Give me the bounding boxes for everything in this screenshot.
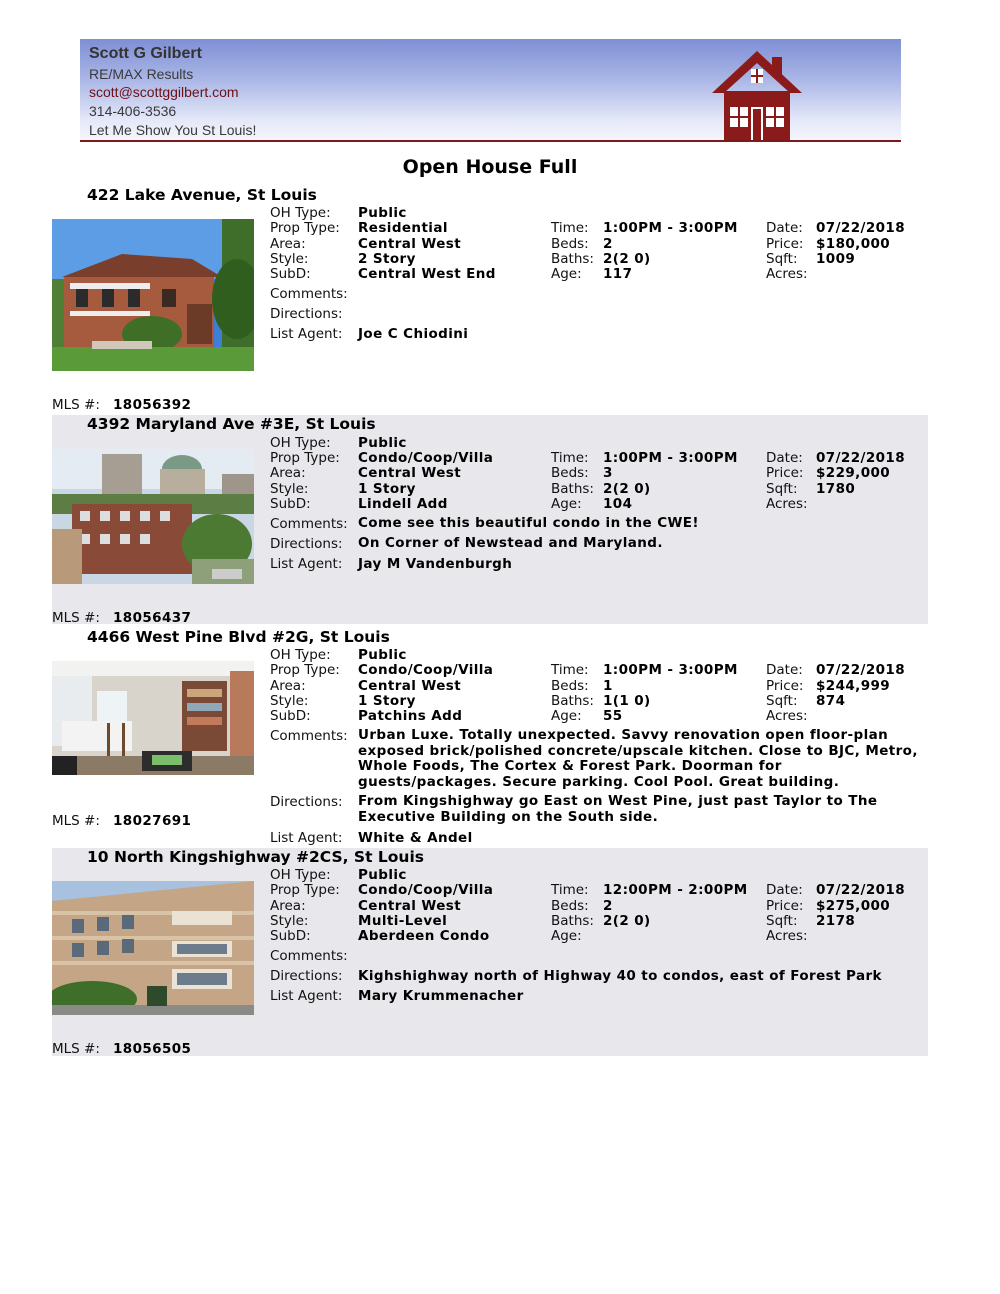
agent-email-link[interactable]: scott@scottggilbert.com [89,84,239,100]
date-value: 07/22/2018 [816,662,906,678]
time-value: 1:00PM - 3:00PM [603,662,738,678]
listing-card [52,628,928,846]
sqft-label: Sqft: [766,693,798,709]
mls-label: MLS #: [52,813,100,829]
comments-value: Urban Luxe. Totally unexpected. Savvy renovation open floor-plan exposed brick/polished concrete/upscale kitchen. Close to BJC, Metro, Whole Foods, The Cortex & Forest Park. Doorman for guests/packages. Secure parking. Cool Pool. Great building. [358,727,918,790]
directions-label: Directions: [270,536,343,552]
area-value: Central West [358,898,462,914]
oh-type-value: Public [358,435,407,451]
subd-value: Aberdeen Condo [358,928,490,944]
baths-label: Baths: [551,481,594,497]
beds-value: 2 [603,236,613,252]
agent-banner [80,39,901,142]
page-title: Open House Full [402,156,578,178]
date-label: Date: [766,662,803,678]
beds-value: 2 [603,898,613,914]
acres-label: Acres: [766,266,808,282]
house-logo-icon [710,49,804,140]
beds-label: Beds: [551,236,589,252]
listing-address: 422 Lake Avenue, St Louis [87,186,317,204]
listing-card [52,848,928,1056]
directions-value: Kighshighway north of Highway 40 to condos, east of Forest Park [358,968,882,984]
age-value: 117 [603,266,633,282]
price-value: $275,000 [816,898,891,914]
style-value: 1 Story [358,693,416,709]
agent-phone: 314-406-3536 [89,103,177,119]
listing-card [52,186,928,414]
listing-address: 4392 Maryland Ave #3E, St Louis [87,415,376,433]
price-value: $244,999 [816,678,891,694]
comments-label: Comments: [270,286,348,302]
directions-label: Directions: [270,968,343,984]
age-value: 55 [603,708,623,724]
subd-value: Central West End [358,266,496,282]
oh-type-label: OH Type: [270,867,331,883]
area-value: Central West [358,236,462,252]
area-label: Area: [270,465,306,481]
subd-label: SubD: [270,496,311,512]
time-value: 12:00PM - 2:00PM [603,882,748,898]
area-label: Area: [270,678,306,694]
comments-label: Comments: [270,948,348,964]
acres-label: Acres: [766,708,808,724]
mls-label: MLS #: [52,397,100,413]
sqft-value: 874 [816,693,846,709]
subd-value: Lindell Add [358,496,448,512]
listing-photo[interactable] [52,449,254,584]
baths-value: 2(2 0) [603,251,651,267]
style-value: 1 Story [358,481,416,497]
list-agent-value: Jay M Vandenburgh [358,556,513,572]
price-label: Price: [766,465,804,481]
subd-value: Patchins Add [358,708,463,724]
directions-label: Directions: [270,306,343,322]
date-label: Date: [766,220,803,236]
prop-type-value: Condo/Coop/Villa [358,882,494,898]
style-label: Style: [270,913,309,929]
oh-type-value: Public [358,205,407,221]
listing-address: 10 North Kingshighway #2CS, St Louis [87,848,424,866]
baths-label: Baths: [551,693,594,709]
oh-type-label: OH Type: [270,647,331,663]
subd-label: SubD: [270,708,311,724]
date-value: 07/22/2018 [816,220,906,236]
agent-tagline: Let Me Show You St Louis! [89,122,257,138]
age-label: Age: [551,496,582,512]
baths-label: Baths: [551,913,594,929]
acres-label: Acres: [766,928,808,944]
list-agent-label: List Agent: [270,988,343,1004]
prop-type-label: Prop Type: [270,662,340,678]
price-value: $229,000 [816,465,891,481]
area-value: Central West [358,465,462,481]
listing-address: 4466 West Pine Blvd #2G, St Louis [87,628,390,646]
area-value: Central West [358,678,462,694]
date-value: 07/22/2018 [816,882,906,898]
sqft-value: 1780 [816,481,856,497]
list-agent-value: Joe C Chiodini [358,326,469,342]
mls-value: 18056392 [113,397,192,413]
oh-type-label: OH Type: [270,205,331,221]
mls-label: MLS #: [52,1041,100,1057]
prop-type-value: Residential [358,220,448,236]
beds-label: Beds: [551,465,589,481]
age-label: Age: [551,266,582,282]
mls-value: 18056505 [113,1041,192,1057]
price-label: Price: [766,236,804,252]
sqft-label: Sqft: [766,481,798,497]
list-agent-label: List Agent: [270,556,343,572]
agent-company: RE/MAX Results [89,66,194,82]
prop-type-value: Condo/Coop/Villa [358,450,494,466]
baths-value: 2(2 0) [603,481,651,497]
sqft-value: 1009 [816,251,856,267]
baths-value: 2(2 0) [603,913,651,929]
time-label: Time: [551,450,589,466]
sqft-label: Sqft: [766,251,798,267]
mls-value: 18027691 [113,813,192,829]
style-value: 2 Story [358,251,416,267]
prop-type-value: Condo/Coop/Villa [358,662,494,678]
baths-value: 1(1 0) [603,693,651,709]
prop-type-label: Prop Type: [270,450,340,466]
list-agent-value: Mary Krummenacher [358,988,524,1004]
oh-type-value: Public [358,867,407,883]
subd-label: SubD: [270,928,311,944]
listing-photo[interactable] [52,881,254,1015]
oh-type-label: OH Type: [270,435,331,451]
mls-value: 18056437 [113,610,192,626]
beds-value: 1 [603,678,613,694]
style-label: Style: [270,251,309,267]
date-label: Date: [766,450,803,466]
directions-label: Directions: [270,794,343,810]
beds-value: 3 [603,465,613,481]
age-label: Age: [551,928,582,944]
comments-value: Come see this beautiful condo in the CWE! [358,515,699,531]
price-value: $180,000 [816,236,891,252]
age-label: Age: [551,708,582,724]
acres-label: Acres: [766,496,808,512]
style-label: Style: [270,481,309,497]
sqft-value: 2178 [816,913,856,929]
time-value: 1:00PM - 3:00PM [603,220,738,236]
prop-type-label: Prop Type: [270,882,340,898]
price-label: Price: [766,678,804,694]
baths-label: Baths: [551,251,594,267]
comments-label: Comments: [270,728,348,744]
price-label: Price: [766,898,804,914]
oh-type-value: Public [358,647,407,663]
sqft-label: Sqft: [766,913,798,929]
time-label: Time: [551,220,589,236]
listing-photo[interactable] [52,661,254,775]
beds-label: Beds: [551,898,589,914]
listing-card [52,415,928,624]
mls-label: MLS #: [52,610,100,626]
directions-value: On Corner of Newstead and Maryland. [358,535,663,551]
area-label: Area: [270,898,306,914]
listing-photo[interactable] [52,219,254,371]
list-agent-value: White & Andel [358,830,473,846]
time-value: 1:00PM - 3:00PM [603,450,738,466]
age-value: 104 [603,496,633,512]
list-agent-label: List Agent: [270,326,343,342]
style-value: Multi-Level [358,913,448,929]
area-label: Area: [270,236,306,252]
list-agent-label: List Agent: [270,830,343,846]
beds-label: Beds: [551,678,589,694]
style-label: Style: [270,693,309,709]
date-value: 07/22/2018 [816,450,906,466]
subd-label: SubD: [270,266,311,282]
time-label: Time: [551,882,589,898]
time-label: Time: [551,662,589,678]
directions-value: From Kingshighway go East on West Pine, just past Taylor to The Executive Building on the South side. [358,793,878,825]
comments-label: Comments: [270,516,348,532]
prop-type-label: Prop Type: [270,220,340,236]
agent-name: Scott G Gilbert [89,45,202,62]
date-label: Date: [766,882,803,898]
